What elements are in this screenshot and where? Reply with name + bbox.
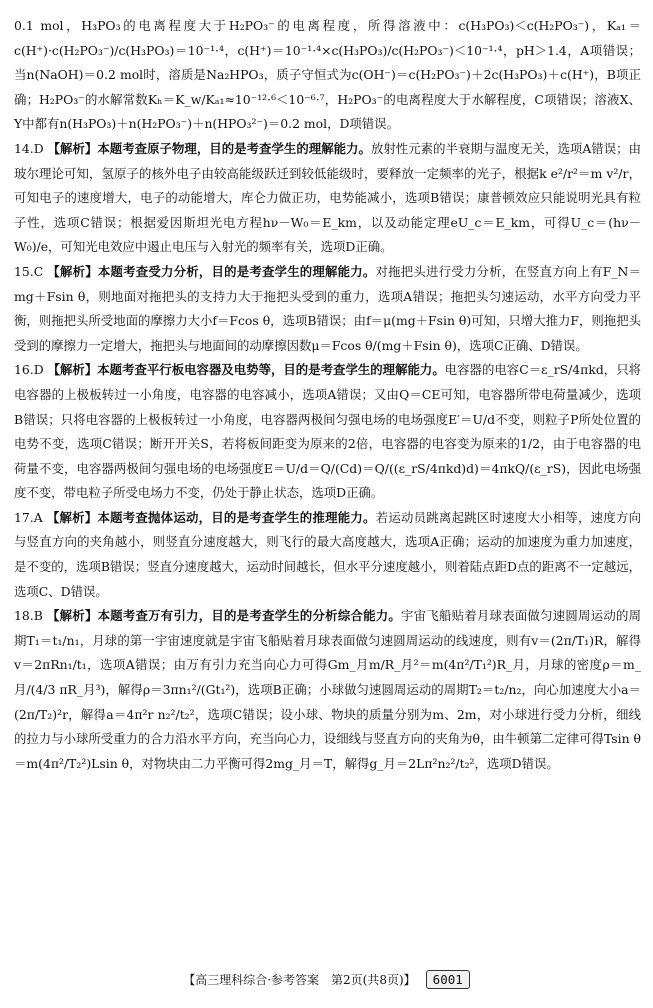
item-focus: 本题考查抛体运动，目的是考查学生的推理能力。 (97, 509, 376, 525)
answer-item-14 (14, 137, 641, 260)
item-body: 对拖把头进行受力分析，在竖直方向上有F_N＝mg＋Fsin θ，则地面对拖把头的支持力大于拖把头受到的重力，选项A错误；拖把头匀速运动，水平方向受力平衡，则拖把头所受地面的摩擦力大小f＝Fcos θ，选项B错误；由f＝μ(mg＋Fsin θ)可知，只增大推力F，则拖把头受到的摩擦力一定增大，拖把头与地面间的动摩擦因数μ＝Fcos θ/(mg＋Fsin θ)，选项C正确、D错误。 (14, 263, 641, 353)
item-number: 14.D (14, 140, 44, 156)
item-body: 若运动员跳离起跳区时速度大小相等，速度方向与竖直方向的夹角越小，则竖直分速度越大，则飞行的最大高度越大，选项A正确；运动的加速度为重力加速度，是不变的，选项B错误；竖直分速度越大，运动时间越长，但水平分速度越小，则着陆点距D点的距离不一定越远，选项C、D错误。 (14, 509, 642, 599)
analysis-tag: 【解析】 (47, 608, 98, 624)
analysis-tag: 【解析】 (46, 509, 98, 525)
item-body: 电容器的电容C＝ε_rS/4πkd，只将电容器的上极板转过一小角度，电容器的电容减小，选项A错误；又由Q＝CE可知，电容器所带电荷量减少，选项B错误；只将电容器的上极板转过一小角度，电容器两极间匀强电场的电场强度E′＝U/d不变，则粒子P所处位置的电势不变，选项C错误；断开开关S，若将板间距变为原来的2倍，电容器的电容变为原来的1/2，由于电容器的电荷量不变，电容器两极间匀强电场的电场强度E＝U/d＝Q/(Cd)＝Q/((ε_rS/4πkd)d)＝4πkQ/(ε_rS)，因此电场强度不变，带电粒子所受电场力不变，仍处于静止状态，选项D正确。 (14, 362, 641, 501)
continuation-paragraph: 0.1 mol，H₃PO₃的电离程度大于H₂PO₃⁻的电离程度，所得溶液中：c(H₃PO₃)＜c(H₂PO₃⁻)，Kₐ₁＝c(H⁺)·c(H₂PO₃⁻)/c(H₃PO₃)＝10⁻¹·⁴，c(H⁺)＝10⁻¹·⁴×c(H₃PO₃)/c(H₂PO₃⁻)＜10⁻¹·⁴，pH＞1.4，A项错误；当n(NaOH)＝0.2 mol时，溶质是Na₂HPO₃，质子守恒式为c(OH⁻)＝c(H₂PO₃⁻)＋2c(H₃PO₃)＋c(H⁺)，B项正确；H₂PO₃⁻的水解常数Kₕ＝K_w/Kₐ₁≈10⁻¹²·⁶＜10⁻⁶·⁷，H₂PO₃⁻的电离程度大于水解程度，C项错误；溶液X、Y中都有n(H₃PO₃)＋n(H₂PO₃⁻)＋n(HPO₃²⁻)＝0.2 mol，D项错误。 (14, 18, 641, 132)
answer-item-18 (14, 604, 641, 776)
answer-item-15 (14, 260, 641, 358)
item-number: 16.D (14, 362, 44, 378)
analysis-tag: 【解析】 (47, 140, 98, 156)
item-number: 18.B (14, 608, 43, 624)
item-number: 15.C (14, 263, 44, 279)
item-focus: 本题考查受力分析，目的是考查学生的理解能力。 (97, 263, 376, 279)
item-body: 宇宙飞船贴着月球表面做匀速圆周运动的周期T₁＝t₁/n₁，月球的第一宇宙速度就是宇宙飞船贴着月球表面做匀速圆周运动的线速度，则有v＝(2π/T₁)R，解得v＝2πRn₁/t₁，选项A错误；由万有引力充当向心力可得Gm_月m/R_月²＝m(4π²/T₁²)R_月，月球的密度ρ＝m_月/(4/3 πR_月³)，解得ρ＝3πn₁²/(Gt₁²)，选项B正确；小球做匀速圆周运动的周期T₂＝t₂/n₂，向心加速度大小a＝(2π/T₂)²r，解得a＝4π²r n₂²/t₂²，选项C错误；设小球、物块的质量分别为m、2m，对小球进行受力分析，细线的拉力与小球所受重力的合力沿水平方向，充当向心力，设细线与竖直方向的夹角为θ，由牛顿第二定律可得Tsin θ＝m(4π²/T₂²)Lsin θ，对物块由二力平衡可得2mg_月＝T，解得g_月＝2Lπ²n₂²/t₂²，选项D错误。 (14, 608, 642, 771)
item-focus: 本题考查万有引力，目的是考查学生的分析综合能力。 (97, 608, 402, 624)
analysis-tag: 【解析】 (47, 263, 98, 279)
item-body: 放射性元素的半衰期与温度无关，选项A错误；由玻尔理论可知，氢原子的核外电子由较高能级跃迁到较低能级时，要释放一定频率的光子，根据k e²/r²＝m v²/r，可知电子的速度增大，电子的动能增大，库仑力做正功，电势能减小，选项B错误；康普顿效应只能说明光具有粒子性，选项C错误；根据爱因斯坦光电方程hν－W₀＝E_km，以及动能定理eU_c＝E_km，可得U_c＝(hν－W₀)/e，可知光电效应中遏止电压与入射光的频率有关，选项D正确。 (14, 140, 642, 255)
item-focus: 本题考查原子物理，目的是考查学生的理解能力。 (97, 140, 371, 156)
page-footer (0, 970, 653, 989)
footer-label: 【高三理科综合·参考答案 第2页(共8页)】 (183, 973, 416, 987)
answer-item-17 (14, 506, 641, 604)
footer-code-badge: 6001 (426, 970, 470, 989)
item-focus: 本题考查平行板电容器及电势等，目的是考查学生的理解能力。 (97, 362, 445, 378)
analysis-tag: 【解析】 (47, 362, 98, 378)
item-number: 17.A (14, 509, 43, 525)
answer-item-16 (14, 358, 641, 506)
